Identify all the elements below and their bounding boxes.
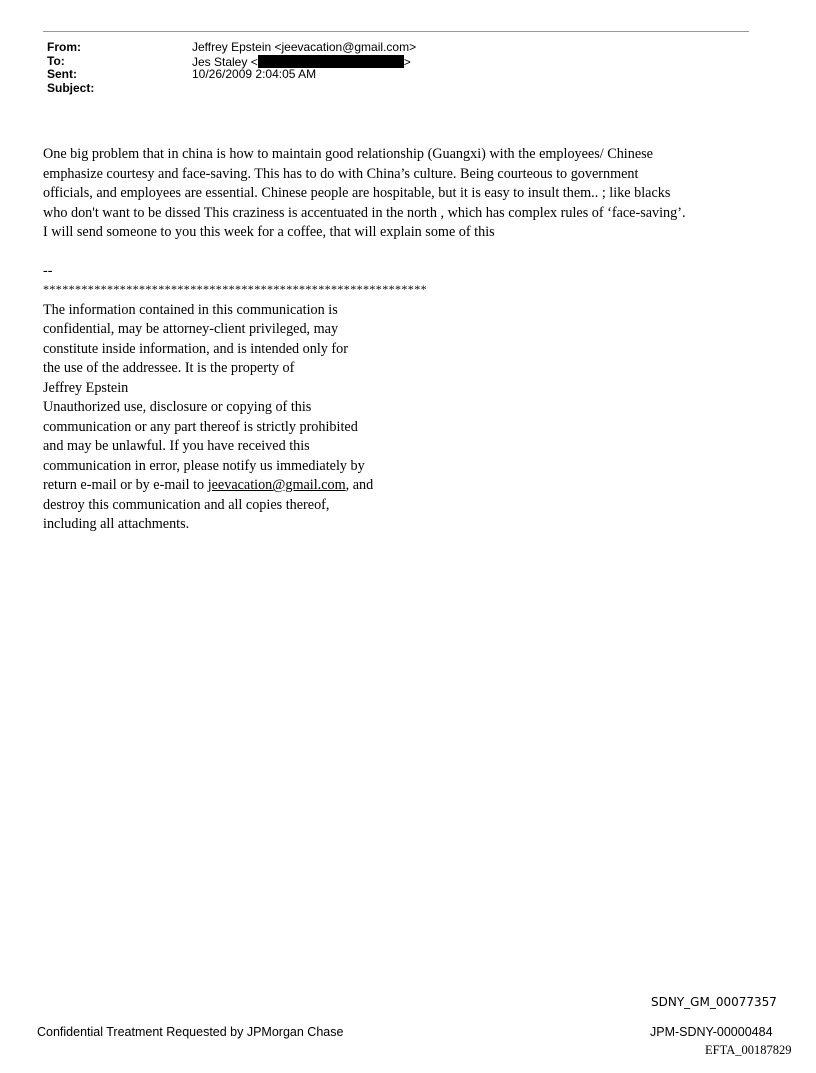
to-label: To: <box>47 53 65 68</box>
disclaimer-email-line <box>43 476 427 496</box>
signature-stars: ************************************************************ <box>43 281 427 296</box>
bates-number-efta: EFTA_00187829 <box>705 1043 792 1057</box>
redaction-box <box>258 55 404 68</box>
body-line: emphasize courtesy and face-saving. This has to do with China’s culture. Being courteous to government <box>43 165 639 182</box>
confidential-note: Confidential Treatment Requested by JPMorgan Chase <box>37 1025 344 1039</box>
disclaimer-line: Unauthorized use, disclosure or copying of this <box>43 399 312 415</box>
disclaimer-line: Jeffrey Epstein <box>43 379 129 396</box>
signature-dashes: -- <box>43 263 53 279</box>
signature-block <box>43 262 427 535</box>
body-line: I will send someone to you this week for a coffee, that will explain some of this <box>43 224 495 240</box>
subject-label: Subject: <box>47 80 95 95</box>
body-line: officials, and employees are essential. Chinese people are hospitable, but it is easy to insult them.. ; like blacks <box>43 185 671 201</box>
from-label: From: <box>47 40 81 54</box>
header-divider <box>43 31 749 32</box>
disclaimer-line: destroy this communication and all copies thereof, <box>43 496 330 513</box>
email-body <box>43 145 763 243</box>
disclaimer-line: communication or any part thereof is strictly prohibited <box>43 418 358 435</box>
disclaimer-line: communication in error, please notify us immediately by <box>43 457 365 474</box>
email-line-suffix: , and <box>345 477 374 493</box>
disclaimer-line: the use of the addressee. It is the property of <box>43 360 295 376</box>
email-link[interactable]: jeevacation@gmail.com <box>207 477 346 493</box>
body-line: One big problem that in china is how to maintain good relationship (Guangxi) with the employees/ Chinese <box>43 146 653 162</box>
disclaimer-line: The information contained in this communication is <box>43 301 338 318</box>
to-name: Jes Staley < <box>192 54 258 69</box>
disclaimer-line: and may be unlawful. If you have received this <box>43 438 310 454</box>
body-line: who don't want to be dissed This craziness is accentuated in the north , which has complex rules of ‘face-saving’. <box>43 204 686 221</box>
email-line-prefix: return e-mail or by e-mail to <box>43 477 208 493</box>
disclaimer-line: including all attachments. <box>43 516 190 532</box>
sent-label: Sent: <box>47 67 77 81</box>
to-suffix: > <box>403 54 411 69</box>
sent-value: 10/26/2009 2:04:05 AM <box>192 67 317 81</box>
bates-number-jpm: JPM-SDNY-00000484 <box>650 1025 773 1039</box>
bates-number-sdny-gm: SDNY_GM_00077357 <box>651 995 777 1009</box>
from-value: Jeffrey Epstein <jeevacation@gmail.com> <box>192 40 417 54</box>
disclaimer-line: confidential, may be attorney-client privileged, may <box>43 321 339 337</box>
disclaimer-line: constitute inside information, and is intended only for <box>43 340 348 357</box>
